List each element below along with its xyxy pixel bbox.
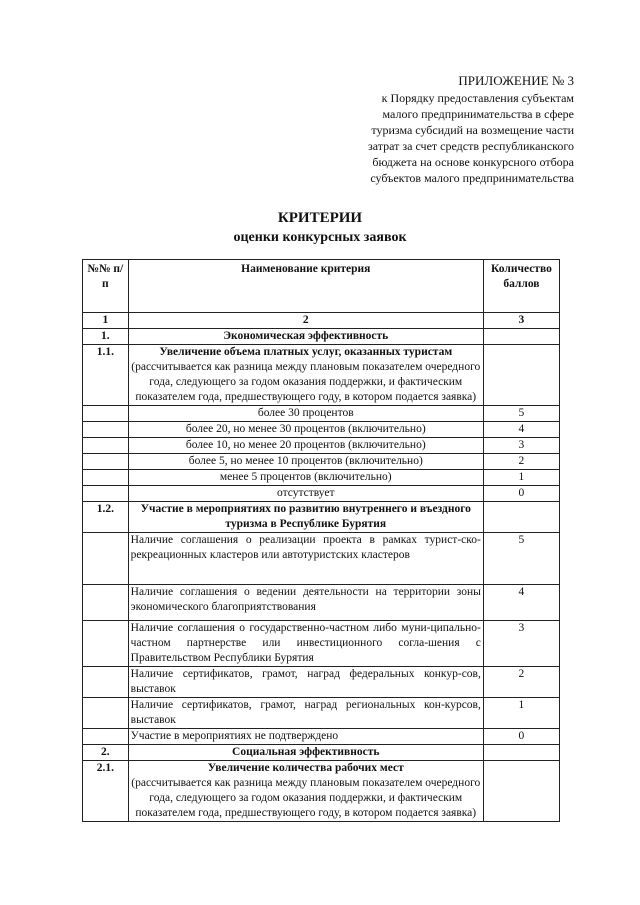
option-score: 4	[483, 585, 559, 621]
annex-line: бюджета на основе конкурсного отбора	[372, 155, 574, 169]
empty-cell	[83, 422, 129, 438]
option-score: 3	[483, 438, 559, 454]
annex-line: малого предпринимательства в сфере	[382, 107, 574, 121]
section-row	[83, 745, 560, 761]
option-label: Наличие соглашения о реализации проекта в рамках турист-ско-рекреационных кластеров или автотуристских кластеров	[128, 533, 483, 585]
option-score: 2	[483, 454, 559, 470]
option-row	[83, 470, 560, 486]
section-title: Социальная эффективность	[128, 745, 483, 761]
criteria-table	[82, 259, 560, 822]
option-row	[83, 533, 560, 585]
section-title: Экономическая эффективность	[128, 329, 483, 345]
criterion-title: Увеличение количества рабочих мест	[207, 762, 404, 774]
option-row	[83, 729, 560, 745]
header-number: №№ п/п	[83, 260, 129, 313]
criterion-title: Участие в мероприятиях по развитию внутреннего и въездного туризма в Республике Бурятия	[128, 502, 483, 533]
section-number: 1.	[83, 329, 129, 345]
option-score: 5	[483, 533, 559, 585]
annex-line: затрат за счет средств республиканского	[368, 139, 574, 153]
criterion-title: Увеличение объема платных услуг, оказанных туристам	[159, 346, 453, 358]
empty-cell	[83, 406, 129, 422]
empty-cell	[83, 438, 129, 454]
option-score: 2	[483, 667, 559, 698]
criterion-row	[83, 345, 560, 406]
annex-header	[368, 72, 574, 186]
option-row	[83, 406, 560, 422]
option-label: более 20, но менее 30 процентов (включительно)	[128, 422, 483, 438]
option-row	[83, 486, 560, 502]
option-label: Участие в мероприятиях не подтверждено	[128, 729, 483, 745]
option-row	[83, 585, 560, 621]
empty-cell	[83, 470, 129, 486]
criterion-row	[83, 761, 560, 822]
header-criterion-name: Наименование критерия	[128, 260, 483, 313]
option-label: отсутствует	[128, 486, 483, 502]
option-score: 0	[483, 486, 559, 502]
empty-cell	[83, 454, 129, 470]
option-score: 5	[483, 406, 559, 422]
section-number: 2.	[83, 745, 129, 761]
option-score: 0	[483, 729, 559, 745]
empty-cell	[83, 533, 129, 585]
empty-cell	[83, 621, 129, 667]
option-label: Наличие соглашения о ведении деятельности на территории зоны экономического благоприятствования	[128, 585, 483, 621]
criterion-description: (рассчитывается как разница между плановым показателем очередного года, следующего за годом оказания поддержки, и фактическим показателем года, предшествующего году, в котором подается заявка)	[131, 777, 481, 819]
option-row	[83, 698, 560, 729]
option-row	[83, 422, 560, 438]
colnum-cell: 3	[483, 313, 559, 329]
annex-line: субъектов малого предпринимательства	[370, 171, 574, 185]
option-label: Наличие сертификатов, грамот, наград федеральных конкур-сов, выставок	[128, 667, 483, 698]
criterion-cell	[128, 761, 483, 822]
criterion-description: (рассчитывается как разница между плановым показателем очередного года, следующего за годом оказания поддержки, и фактическим показателем года, предшествующего году, в котором подается заявка)	[131, 361, 481, 403]
criterion-row	[83, 502, 560, 533]
empty-cell	[83, 585, 129, 621]
annex-line: туризма субсидий на возмещение части	[371, 123, 574, 137]
option-label: Наличие сертификатов, грамот, наград региональных кон-курсов, выставок	[128, 698, 483, 729]
score-cell	[483, 761, 559, 822]
option-label: более 5, но менее 10 процентов (включительно)	[128, 454, 483, 470]
option-row	[83, 454, 560, 470]
document-title: КРИТЕРИИ	[277, 210, 363, 226]
annex-title: ПРИЛОЖЕНИЕ № 3	[458, 73, 574, 88]
criterion-number: 2.1.	[83, 761, 129, 822]
column-number-row	[83, 313, 560, 329]
option-row	[83, 438, 560, 454]
criterion-cell	[128, 345, 483, 406]
header-score: Количество баллов	[483, 260, 559, 313]
table-header-row	[83, 260, 560, 313]
option-label: Наличие соглашения о государственно-частном либо муни-ципально-частном партнерстве или инвестиционного согла-шения с Правительством Республики Бурятия	[128, 621, 483, 667]
score-cell	[483, 745, 559, 761]
option-score: 4	[483, 422, 559, 438]
score-cell	[483, 502, 559, 533]
option-score: 1	[483, 698, 559, 729]
option-label: менее 5 процентов (включительно)	[128, 470, 483, 486]
empty-cell	[83, 729, 129, 745]
criterion-number: 1.1.	[83, 345, 129, 406]
colnum-cell: 2	[128, 313, 483, 329]
document-subtitle: оценки конкурсных заявок	[233, 230, 407, 245]
criterion-number: 1.2.	[83, 502, 129, 533]
empty-cell	[83, 698, 129, 729]
score-cell	[483, 345, 559, 406]
score-cell	[483, 329, 559, 345]
option-score: 3	[483, 621, 559, 667]
option-score: 1	[483, 470, 559, 486]
option-label: более 10, но менее 20 процентов (включительно)	[128, 438, 483, 454]
empty-cell	[83, 667, 129, 698]
option-label: более 30 процентов	[128, 406, 483, 422]
option-row	[83, 667, 560, 698]
annex-line: к Порядку предоставления субъектам	[381, 91, 574, 105]
colnum-cell: 1	[83, 313, 129, 329]
option-row	[83, 621, 560, 667]
document-title-block	[0, 208, 640, 247]
empty-cell	[83, 486, 129, 502]
section-row	[83, 329, 560, 345]
